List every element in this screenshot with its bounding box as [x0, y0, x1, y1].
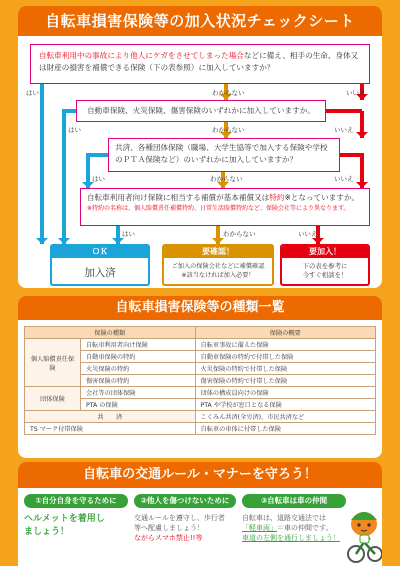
question-4-text: 自転車利用者向け保険に相当する補償が基本補償又は: [87, 193, 270, 202]
label-yes-1: はい: [26, 89, 39, 97]
kyosai-cell: 共 済: [25, 411, 196, 423]
type-cell: PTA の保険: [81, 399, 196, 411]
header-overview: 保険の概要: [195, 327, 375, 339]
rule-3-line2: ＝車の仲間です。: [277, 524, 333, 532]
table-row: [25, 387, 376, 399]
type-cell: 会社等の団体保険: [81, 387, 196, 399]
rule-2-head: ②他人を傷つけないために: [134, 494, 236, 508]
question-3: 共済、各種団体保険（職場、大学生協等で加入する保険や学校のＰＴＡ保険など）のいずれかに加入していますか？: [108, 138, 340, 172]
insurance-types-panel: [18, 296, 382, 458]
checksheet-panel: [18, 6, 382, 288]
question-4: [80, 188, 370, 226]
result-join-head: 要加入！: [282, 246, 368, 258]
overview-cell: 傷害保険の特約で付帯した保険: [195, 375, 375, 387]
question-2: 自動車保険、火災保険、傷害保険のいずれかに加入していますか。: [76, 100, 326, 122]
result-ok: [50, 244, 150, 286]
result-join-line2: 今すぐ相談を！: [302, 271, 348, 279]
rule-3: [242, 494, 346, 543]
mascot-cyclist-illustration: [344, 502, 382, 564]
result-check-head: 要確認！: [164, 246, 272, 258]
question-4-note: ※特約の名称は、個人賠償責任補償特約、日常生活賠償特約など、保険会社等により異なります。: [87, 205, 350, 212]
rule-1: [24, 494, 128, 539]
result-ok-body: 加入済: [84, 267, 116, 279]
rule-1-line2: ましょう！: [24, 527, 70, 537]
category-cell: 個人賠償責任保険: [25, 339, 81, 387]
result-ok-head: ＯＫ: [52, 246, 148, 258]
label-no-1: いいえ: [346, 89, 366, 97]
traffic-rules-title: 自転車の交通ルール・マナーを守ろう！: [18, 462, 382, 488]
header-type: 保険の種類: [25, 327, 196, 339]
result-check-line2: ※該当なければ加入必要！: [181, 272, 255, 279]
label-no-3: いいえ: [334, 175, 354, 183]
checksheet-title: 自転車損害保険等の加入状況チェックシート: [18, 6, 382, 36]
insurance-types-title: 自転車損害保険等の種類一覧: [18, 296, 382, 320]
rule-1-head: ①自分自身を守るために: [24, 494, 128, 508]
rule-2-line2: 等へ配慮しましょう！: [134, 524, 204, 532]
label-unknown-4: わからない: [223, 230, 256, 238]
overview-cell: 団体の構成員向けの保険: [195, 387, 375, 399]
type-cell: 傷害保険の特約: [81, 375, 196, 387]
ts-mark-cell: TS マーク付帯保険: [25, 423, 196, 435]
result-check-line1: ご加入の保険会社などに補償確認: [171, 263, 265, 270]
rule-2-line1: 交通ルールを遵守し、歩行者: [134, 514, 225, 522]
label-unknown-1: わからない: [212, 89, 245, 97]
type-cell: 自転車利用者向け保険: [81, 339, 196, 351]
label-no-2: いいえ: [334, 126, 354, 134]
result-join-line1: 下の表を参考に: [302, 262, 348, 270]
label-yes-2: はい: [68, 126, 81, 134]
rule-2-line3: ながらスマホ禁止!!等: [134, 534, 203, 542]
category-cell: 団体保険: [25, 387, 81, 411]
label-no-4: いいえ: [298, 230, 318, 238]
overview-cell: 自転車の車体に付帯した保険: [195, 423, 375, 435]
rule-3-line3: 車道の左側を通行しましょう！: [242, 534, 340, 542]
question-1: [30, 44, 370, 84]
question-1-emphasis: 自転車利用中の事故により他人にケガをさせてしまった場合: [39, 51, 244, 60]
type-cell: 自動車保険の特約: [81, 351, 196, 363]
label-yes-4: はい: [122, 230, 135, 238]
rule-2: [134, 494, 236, 543]
overview-cell: こくみん共済(全労済)、市民共済など: [195, 411, 375, 423]
question-1-text: などに備え、相手の生命、身体又は財産の損害を補償できる保険（下の表参照）に加入していますか？: [39, 51, 359, 72]
question-4-tail: ※となっていますか。: [284, 193, 360, 202]
overview-cell: 火災保険の特約で付帯した保険: [195, 363, 375, 375]
table-row: [25, 423, 376, 435]
table-row: [25, 411, 376, 423]
rule-3-line1: 自転車は、道路交通法では: [242, 514, 326, 522]
rule-3-keyword: 「軽車両」: [242, 524, 277, 532]
rule-1-line1: ヘルメットを着用し: [24, 514, 105, 524]
rule-3-head: ③自転車は車の仲間: [242, 494, 346, 508]
overview-cell: 自動車保険の特約で付帯した保険: [195, 351, 375, 363]
insurance-table: [24, 326, 376, 435]
overview-cell: 自転車事故に備えた保険: [195, 339, 375, 351]
label-unknown-2: わからない: [212, 126, 245, 134]
overview-cell: PTA や学校が窓口となる保険: [195, 399, 375, 411]
question-4-emphasis: 特約: [269, 193, 285, 202]
traffic-rules-panel: [18, 462, 382, 566]
table-row: [25, 339, 376, 351]
result-check: [162, 244, 274, 286]
type-cell: 火災保険の特約: [81, 363, 196, 375]
label-unknown-3: わからない: [210, 175, 243, 183]
result-join: [280, 244, 370, 286]
label-yes-3: はい: [92, 175, 105, 183]
